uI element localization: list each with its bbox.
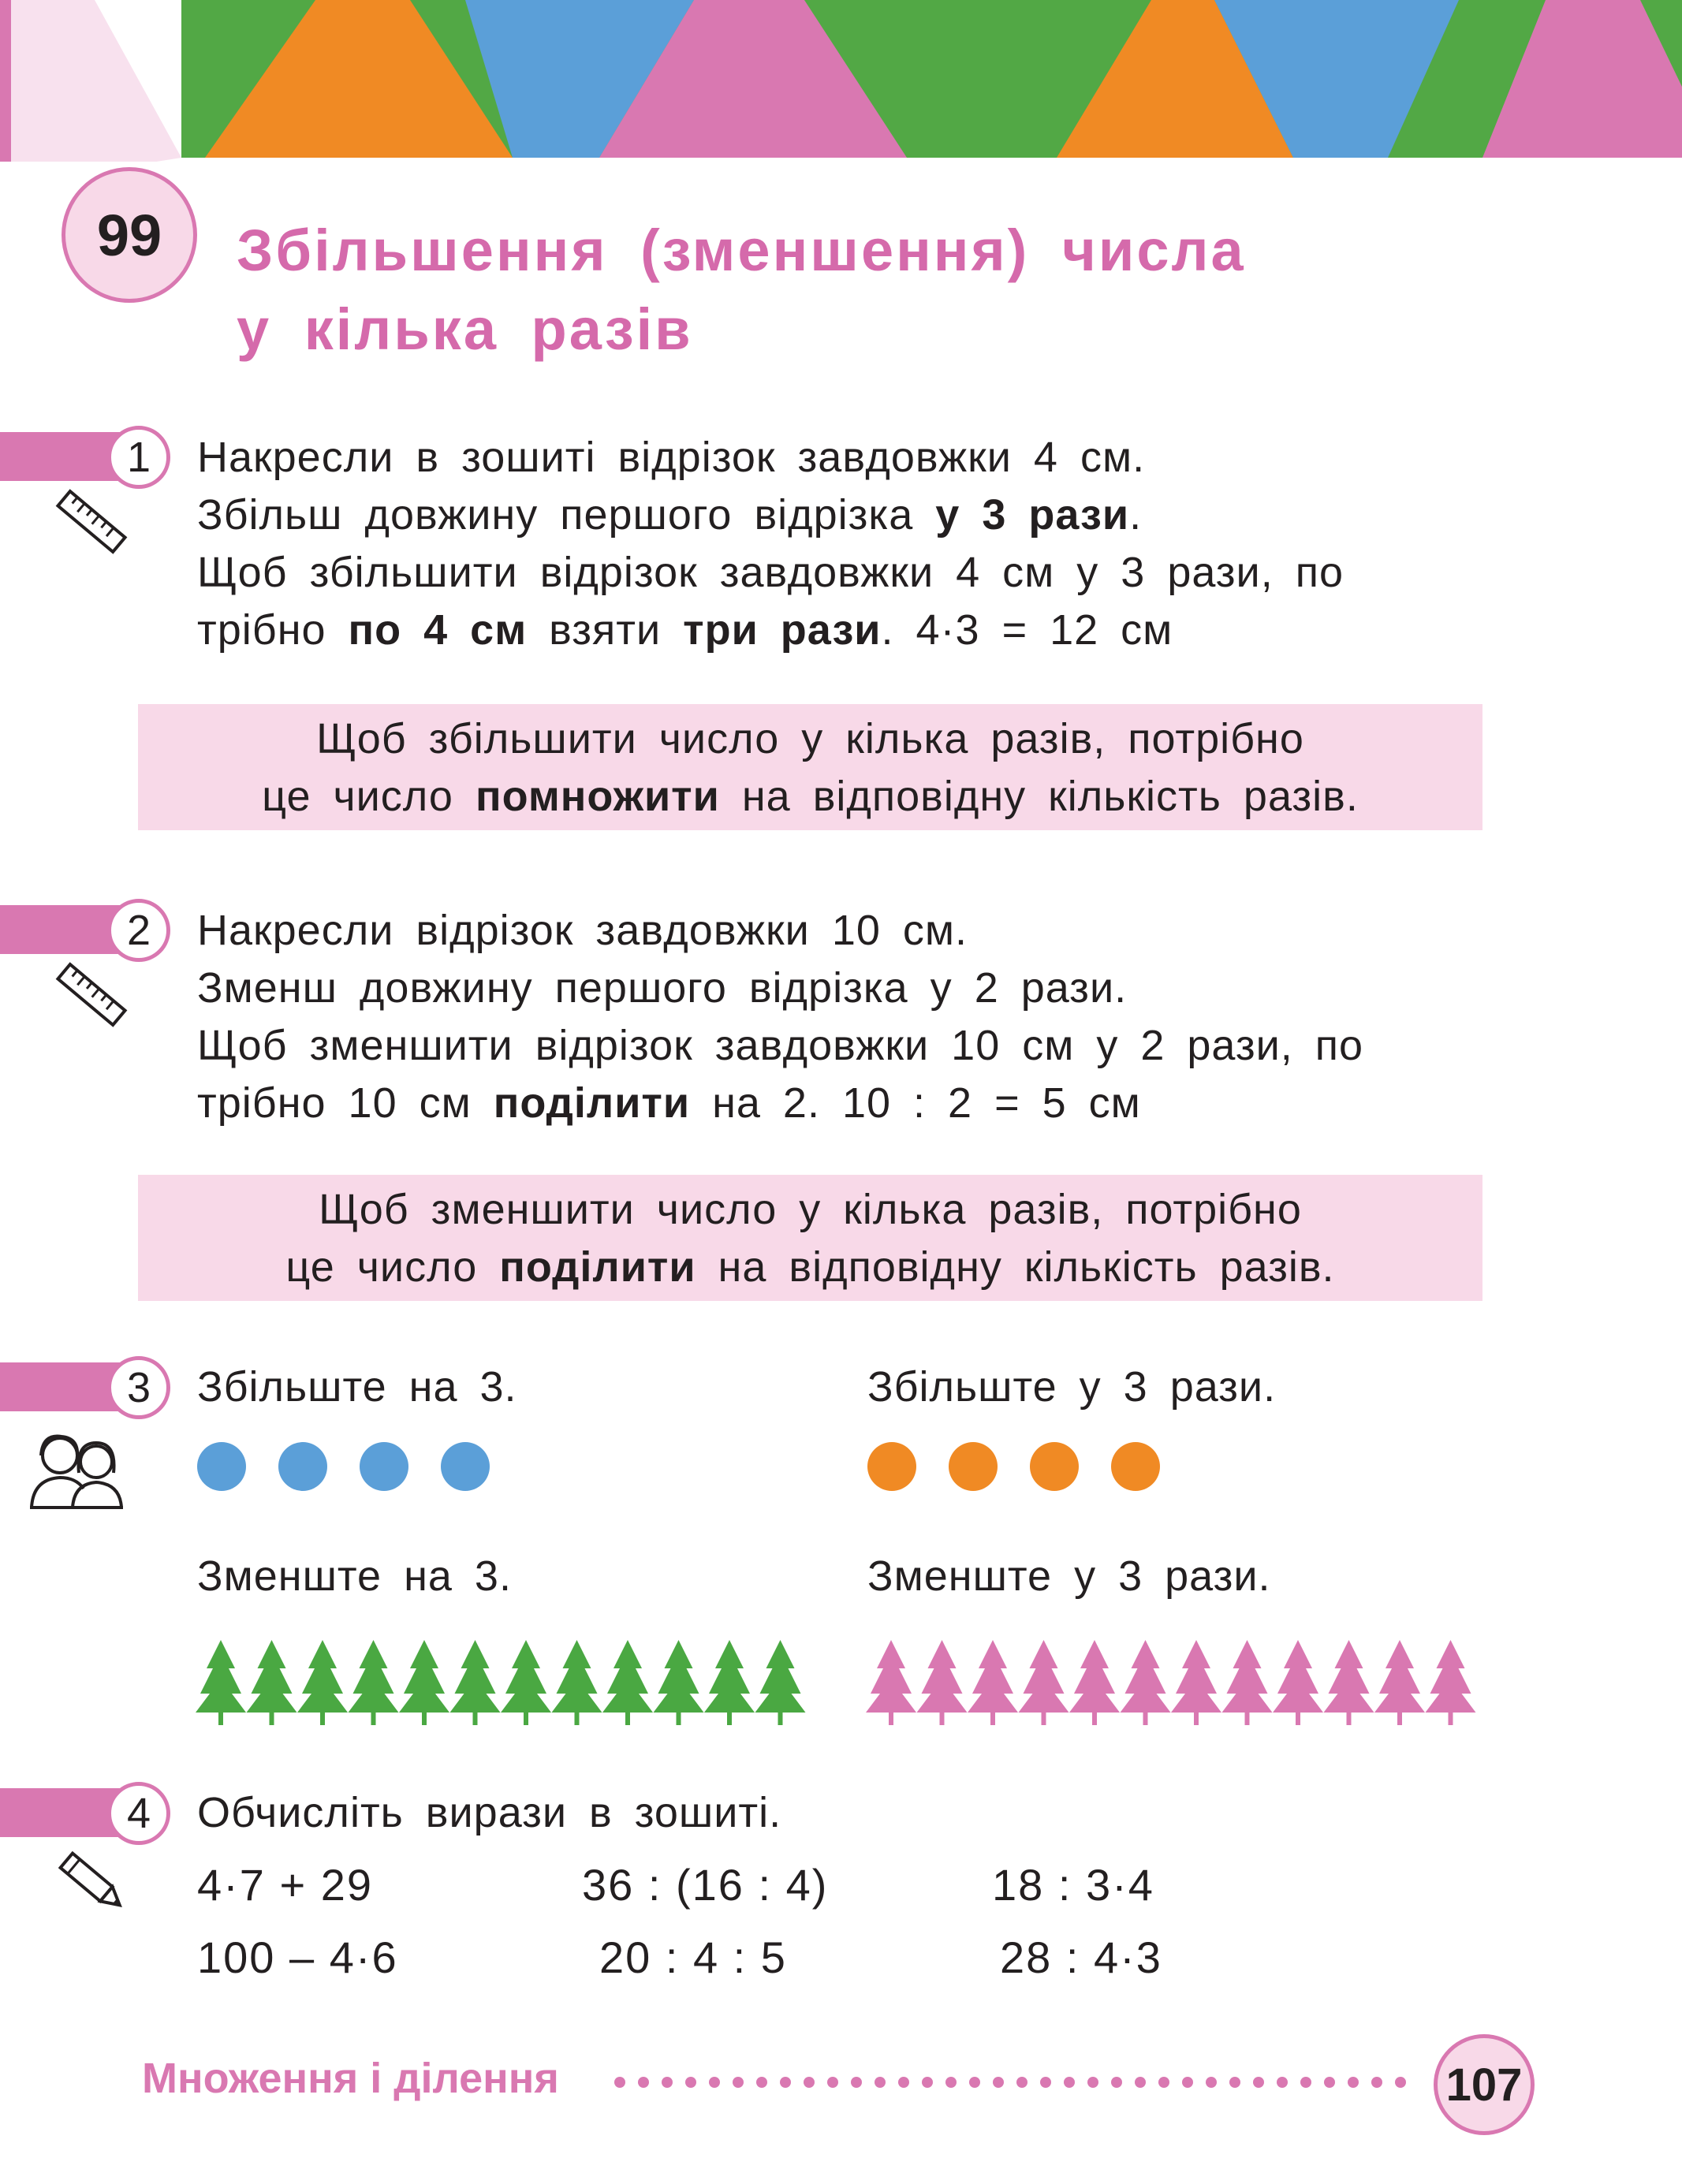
title-line-1: Збільшення (зменшення) числа (237, 218, 1246, 283)
footer-dot (875, 2077, 886, 2088)
pair-work-icon (28, 1429, 126, 1511)
green-tree (755, 1640, 806, 1725)
footer-dot (1135, 2077, 1146, 2088)
task-4-instruction: Обчисліть вирази в зошиті. (197, 1789, 782, 1836)
footer-dot (898, 2077, 909, 2088)
ruler-icon (54, 485, 129, 560)
footer-dot (1324, 2077, 1335, 2088)
green-tree (654, 1640, 704, 1725)
task-1-line-1: Накресли в зошиті відрізок завдовжки 4 см. (197, 434, 1146, 481)
task-1-number-badge (107, 426, 170, 489)
rule-box-divide: Щоб зменшити число у кілька разів, потрібно це число поділити на відповідну кількість разів. (138, 1175, 1482, 1301)
blue-dot (278, 1442, 327, 1491)
pink-tree (917, 1640, 968, 1725)
footer-dot (993, 2077, 1004, 2088)
footer-dot (1182, 2077, 1193, 2088)
pink-tree (1171, 1640, 1221, 1725)
expression: 100 – 4·6 (197, 1932, 398, 1982)
task-2-line-2: Зменш довжину першого відрізка у 2 рази. (197, 964, 1128, 1012)
label-decrease-times: Зменште у 3 рази. (867, 1552, 1271, 1600)
blue-dot (197, 1442, 246, 1491)
ruler-icon (54, 958, 129, 1033)
footer-dot (922, 2077, 933, 2088)
footer-dot (1111, 2077, 1122, 2088)
footer-dot (1348, 2077, 1359, 2088)
lesson-number: 99 (96, 202, 162, 268)
task-2-number: 2 (126, 907, 151, 954)
footer-dot (1300, 2077, 1311, 2088)
pink-tree (1069, 1640, 1120, 1725)
footer-dot (685, 2077, 696, 2088)
footer-dot (804, 2077, 815, 2088)
page-title (237, 211, 1246, 369)
task-1-line-3: Щоб збільшити відрізок завдовжки 4 см у 3 рази, по (197, 549, 1344, 596)
footer-dot (1371, 2077, 1382, 2088)
task-1-number: 1 (126, 434, 151, 481)
green-tree (247, 1640, 297, 1725)
pencil-icon (54, 1843, 132, 1922)
green-tree (297, 1640, 348, 1725)
pink-tree (1121, 1640, 1171, 1725)
title-line-2: у кілька разів (237, 296, 693, 362)
green-trees-group (196, 1638, 806, 1727)
label-increase-by: Збільште на 3. (197, 1363, 517, 1411)
footer-dot (1277, 2077, 1288, 2088)
footer-dot (1016, 2077, 1027, 2088)
task-3-number: 3 (126, 1364, 151, 1411)
task-1-line-4: трібно по 4 см взяти три рази. 4·3 = 12 см (197, 606, 1173, 654)
footer-dot (662, 2077, 673, 2088)
blue-dot (441, 1442, 490, 1491)
footer-dot (1064, 2077, 1075, 2088)
footer-dot (638, 2077, 649, 2088)
pink-tree (866, 1640, 916, 1725)
orange-dot (949, 1442, 998, 1491)
pink-tree (1374, 1640, 1425, 1725)
footer-dot (1158, 2077, 1169, 2088)
footer-dot (1229, 2077, 1240, 2088)
pink-tree (968, 1640, 1018, 1725)
green-tree (704, 1640, 755, 1725)
page-number-badge (1434, 2034, 1535, 2135)
task-2-line-3: Щоб зменшити відрізок завдовжки 10 см у 2 рази, по (197, 1022, 1364, 1069)
lesson-number-badge (62, 167, 197, 303)
task-2-line-4: трібно 10 см поділити на 2. 10 : 2 = 5 см (197, 1079, 1141, 1127)
page-number: 107 (1445, 2059, 1523, 2111)
footer-dot (756, 2077, 767, 2088)
footer-dot (1040, 2077, 1051, 2088)
pink-trees-group (866, 1638, 1476, 1727)
footer-dotted-line (614, 2076, 1418, 2089)
pink-tree (1222, 1640, 1273, 1725)
orange-dot (867, 1442, 916, 1491)
green-tree (349, 1640, 399, 1725)
task-2-line-1: Накресли відрізок завдовжки 10 см. (197, 907, 968, 954)
green-tree (196, 1640, 246, 1725)
rule-box-multiply: Щоб збільшити число у кілька разів, потрібно це число помножити на відповідну кількість разів. (138, 704, 1482, 830)
footer-section-title: Множення і ділення (142, 2055, 559, 2102)
task-2-text (197, 902, 1467, 1132)
task-3-number-badge (107, 1356, 170, 1419)
footer-dot (827, 2077, 838, 2088)
orange-dot (1111, 1442, 1160, 1491)
green-tree (450, 1640, 501, 1725)
expression: 20 : 4 : 5 (599, 1932, 787, 1982)
task-4-number: 4 (126, 1790, 151, 1837)
green-tree (552, 1640, 602, 1725)
footer-dot (1087, 2077, 1098, 2088)
footer-dot (945, 2077, 957, 2088)
task-2-number-badge (107, 899, 170, 962)
footer-dot (614, 2077, 625, 2088)
task-1-line-2: Збільш довжину першого відрізка у 3 рази. (197, 491, 1143, 539)
expression: 28 : 4·3 (1000, 1932, 1162, 1982)
footer-dot (1206, 2077, 1217, 2088)
label-decrease-by: Зменште на 3. (197, 1552, 512, 1600)
footer-dot (1395, 2077, 1406, 2088)
blue-dot (360, 1442, 408, 1491)
pink-tree (1426, 1640, 1476, 1725)
task-4-number-badge (107, 1782, 170, 1845)
expression: 36 : (16 : 4) (582, 1860, 829, 1910)
pink-tree (1019, 1640, 1069, 1725)
footer-dot (780, 2077, 791, 2088)
pink-tree (1273, 1640, 1323, 1725)
expression: 4·7 + 29 (197, 1860, 374, 1910)
footer-dot (733, 2077, 744, 2088)
decorative-banner (0, 0, 1682, 162)
label-increase-times: Збільште у 3 рази. (867, 1363, 1277, 1411)
green-tree (602, 1640, 653, 1725)
footer-dot (1253, 2077, 1264, 2088)
footer-dot (969, 2077, 980, 2088)
pink-tree (1324, 1640, 1374, 1725)
orange-dot (1030, 1442, 1079, 1491)
footer-dot (851, 2077, 862, 2088)
green-tree (501, 1640, 551, 1725)
footer-dot (709, 2077, 720, 2088)
task-1-text (197, 429, 1467, 659)
green-tree (399, 1640, 449, 1725)
expression: 18 : 3·4 (992, 1860, 1154, 1910)
